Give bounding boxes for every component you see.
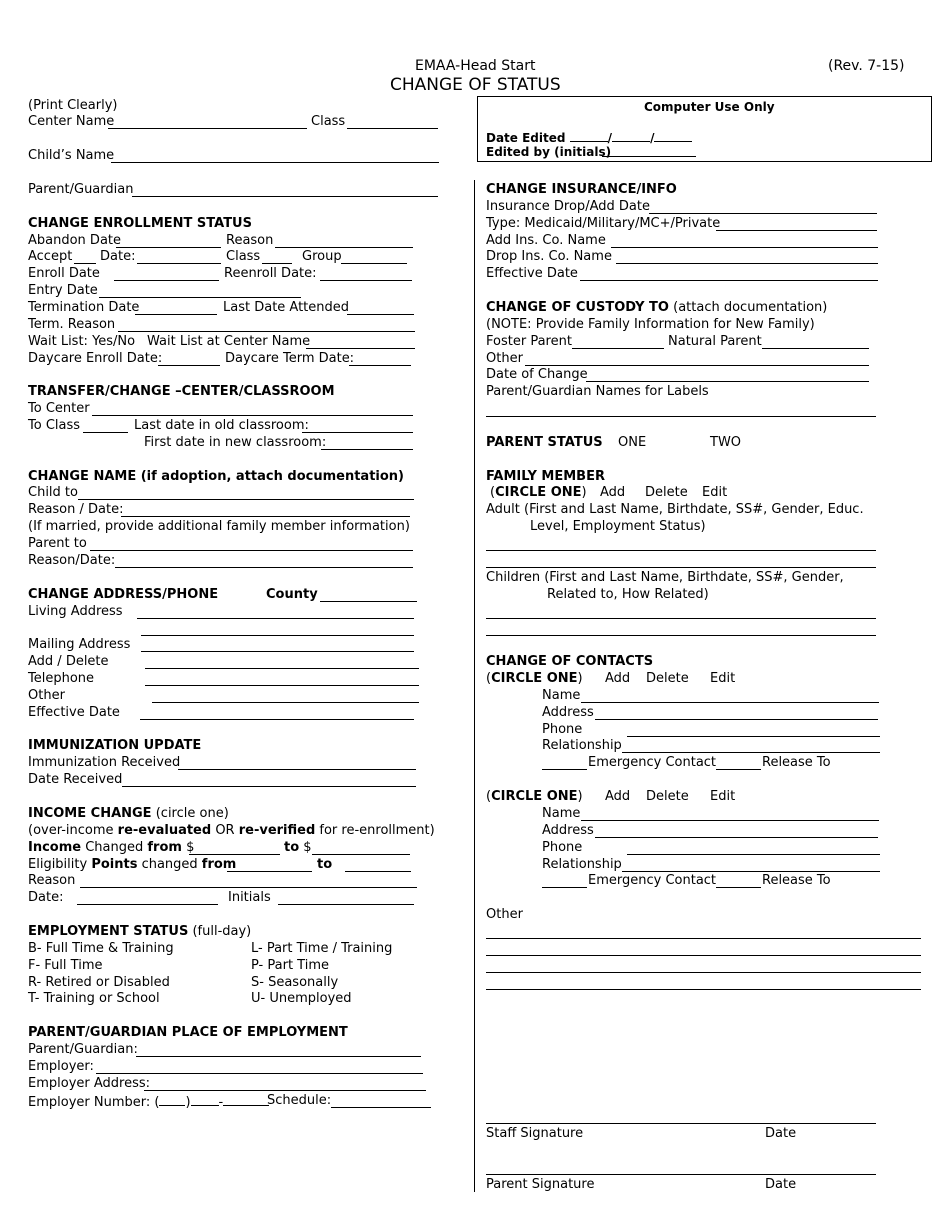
contact-delete-option-2[interactable]: Delete: [646, 789, 689, 804]
custody-note: (NOTE: Provide Family Information for New Family): [486, 317, 815, 332]
contact-name-label: Name: [542, 688, 581, 703]
natural-parent-input[interactable]: [762, 334, 869, 349]
parent-signature-input[interactable]: [486, 1160, 876, 1175]
contact-edit-option-2[interactable]: Edit: [710, 789, 736, 804]
family-add-option[interactable]: Add: [600, 485, 626, 500]
adult-label: Adult (First and Last Name, Birthdate, SS#, Gender, Educ.: [486, 502, 864, 517]
contact-relationship-label: Relationship: [542, 738, 622, 753]
contact-phone-label: Phone: [542, 722, 583, 737]
contact-phone-input-2[interactable]: [627, 840, 880, 855]
class-input[interactable]: [347, 114, 438, 129]
wait-list-center-label: Wait List at Center Name: [147, 334, 311, 349]
parent-to-label: Parent to: [28, 536, 87, 551]
income-reason-label: Reason: [28, 873, 76, 888]
county-input[interactable]: [320, 587, 417, 602]
initials-input[interactable]: [278, 890, 414, 905]
entry-date-input[interactable]: [99, 283, 301, 298]
income-date-label: Date:: [28, 890, 64, 905]
edited-by-input[interactable]: [602, 142, 696, 157]
reason-date2-input[interactable]: [115, 553, 413, 568]
immunization-received-label: Immunization Received: [28, 755, 181, 770]
change-name-title: CHANGE NAME (if adoption, attach documentation): [28, 469, 404, 484]
names-labels-label: Parent/Guardian Names for Labels: [486, 384, 709, 399]
ins-effective-input[interactable]: [580, 266, 878, 281]
employment-parent-input[interactable]: [136, 1042, 421, 1057]
custody-title: CHANGE OF CUSTODY TO (attach documentation): [486, 300, 828, 315]
date-change-label: Date of Change: [486, 367, 588, 382]
contact-phone-input[interactable]: [627, 722, 880, 737]
other-label: Other: [486, 907, 523, 922]
first-date-new-input[interactable]: [321, 435, 413, 450]
place-employment-title: PARENT/GUARDIAN PLACE OF EMPLOYMENT: [28, 1025, 348, 1040]
enroll-date-input[interactable]: [114, 266, 219, 281]
reason-date2-label: Reason/Date:: [28, 553, 116, 568]
contact-name-input-2[interactable]: [581, 806, 879, 821]
to-center-label: To Center: [28, 401, 90, 416]
income-from-input[interactable]: [189, 840, 280, 855]
employment-option: R- Retired or Disabled: [28, 975, 170, 990]
page-title: CHANGE OF STATUS: [390, 75, 561, 95]
child-name-input[interactable]: [111, 148, 439, 163]
employer-label: Employer:: [28, 1059, 94, 1074]
contacts-circle-one: (CIRCLE ONE): [486, 671, 583, 686]
enroll-date-label: Enroll Date: [28, 266, 100, 281]
emergency-contact-label: Emergency Contact: [588, 755, 717, 770]
contact-address-input[interactable]: [595, 705, 878, 720]
points-to-label: to: [317, 857, 333, 872]
telephone-label: Telephone: [28, 671, 95, 686]
termination-date-input[interactable]: [135, 300, 217, 315]
group-input[interactable]: [341, 249, 407, 264]
ins-effective-label: Effective Date: [486, 266, 578, 281]
revision-label: (Rev. 7-15): [828, 58, 905, 74]
contact-relationship-label-2: Relationship: [542, 857, 622, 872]
income-date-input[interactable]: [77, 890, 218, 905]
insurance-drop-add-input[interactable]: [649, 199, 877, 214]
contact-address-label-2: Address: [542, 823, 594, 838]
reenroll-date-input[interactable]: [320, 266, 412, 281]
parent-date-label: Date: [765, 1177, 797, 1192]
accept-class-label: Class: [226, 249, 261, 264]
foster-parent-input[interactable]: [572, 334, 664, 349]
income-to-label: to $: [284, 840, 312, 855]
contact-phone-label-2: Phone: [542, 840, 583, 855]
add-ins-input[interactable]: [611, 233, 878, 248]
accept-date-input[interactable]: [137, 249, 221, 264]
release-to-input-2[interactable]: [716, 873, 761, 888]
reason-date-input[interactable]: [121, 502, 410, 517]
parent-to-input[interactable]: [90, 536, 413, 551]
child-name-label: Child’s Name: [28, 148, 115, 163]
term-reason-input[interactable]: [118, 317, 415, 332]
contact-name-label-2: Name: [542, 806, 581, 821]
contact-add-option-2[interactable]: Add: [605, 789, 631, 804]
child-to-input[interactable]: [78, 485, 414, 500]
address-other-label: Other: [28, 688, 65, 703]
adult-input-1[interactable]: [486, 536, 876, 551]
drop-ins-label: Drop Ins. Co. Name: [486, 249, 612, 264]
contacts-title: CHANGE OF CONTACTS: [486, 654, 654, 669]
term-reason-label: Term. Reason: [28, 317, 116, 332]
entry-date-label: Entry Date: [28, 283, 98, 298]
income-title: INCOME CHANGE (circle one): [28, 806, 229, 821]
contact-name-input[interactable]: [581, 688, 879, 703]
living-address-input-2[interactable]: [141, 621, 414, 636]
wait-list-center-input[interactable]: [306, 334, 415, 349]
edited-by-label: Edited by (initials): [486, 145, 612, 159]
contacts-circle-one-2: (CIRCLE ONE): [486, 789, 583, 804]
column-divider: [474, 180, 475, 1192]
contact-add-option[interactable]: Add: [605, 671, 631, 686]
transfer-title: TRANSFER/CHANGE –CENTER/CLASSROOM: [28, 384, 335, 399]
child-to-label: Child to: [28, 485, 78, 500]
natural-parent-label: Natural Parent: [668, 334, 762, 349]
emergency-contact-input-2[interactable]: [542, 873, 587, 888]
other-input-3[interactable]: [486, 958, 921, 973]
abandon-date-label: Abandon Date: [28, 233, 121, 248]
parent-status-one[interactable]: ONE: [618, 435, 647, 450]
income-changed-label: Income Changed from $: [28, 840, 195, 855]
adult-input-2[interactable]: [486, 553, 876, 568]
contact-relationship-input[interactable]: [622, 738, 880, 753]
schedule-input[interactable]: [331, 1093, 431, 1108]
staff-date-label: Date: [765, 1126, 797, 1141]
eligibility-label: Eligibility Points changed from: [28, 857, 237, 872]
daycare-enroll-label: Daycare Enroll Date:: [28, 351, 163, 366]
employment-parent-label: Parent/Guardian:: [28, 1042, 138, 1057]
emergency-contact-label-2: Emergency Contact: [588, 873, 717, 888]
parent-guardian-label: Parent/Guardian: [28, 182, 134, 197]
insurance-drop-add-label: Insurance Drop/Add Date: [486, 199, 650, 214]
living-address-input[interactable]: [137, 604, 414, 619]
family-circle-one: (CIRCLE ONE): [490, 485, 587, 500]
to-center-input[interactable]: [92, 401, 413, 416]
telephone-input[interactable]: [145, 671, 419, 686]
date-change-input[interactable]: [586, 367, 869, 382]
employment-option: L- Part Time / Training: [251, 941, 393, 956]
employer-number-label: Employer Number: ( ) -: [28, 1093, 269, 1111]
other-input-1[interactable]: [486, 924, 921, 939]
employment-option: T- Training or School: [28, 991, 160, 1006]
last-date-attended-label: Last Date Attended: [223, 300, 350, 315]
accept-label: Accept: [28, 249, 73, 264]
children-input-2[interactable]: [486, 621, 876, 636]
release-to-input[interactable]: [716, 755, 761, 770]
insurance-type-input[interactable]: [716, 216, 877, 231]
contact-delete-option[interactable]: Delete: [646, 671, 689, 686]
names-labels-input[interactable]: [486, 402, 876, 417]
release-to-label: Release To: [762, 755, 831, 770]
income-to-input[interactable]: [312, 840, 410, 855]
county-label: County: [266, 587, 318, 602]
daycare-term-input[interactable]: [349, 351, 411, 366]
address-effective-input[interactable]: [140, 705, 414, 720]
center-name-input[interactable]: [108, 114, 307, 129]
to-class-label: To Class: [28, 418, 81, 433]
parent-signature-label: Parent Signature: [486, 1177, 595, 1192]
last-date-old-label: Last date in old classroom:: [134, 418, 309, 433]
schedule-label: Schedule:: [267, 1093, 332, 1108]
parent-status-two[interactable]: TWO: [710, 435, 742, 450]
other-input-4[interactable]: [486, 975, 921, 990]
employer-address-input[interactable]: [144, 1076, 426, 1091]
accept-input[interactable]: [74, 249, 96, 264]
employment-option: B- Full Time & Training: [28, 941, 174, 956]
employment-option: F- Full Time: [28, 958, 103, 973]
employer-address-label: Employer Address:: [28, 1076, 151, 1091]
add-delete-input[interactable]: [145, 654, 419, 669]
address-effective-label: Effective Date: [28, 705, 120, 720]
employer-input[interactable]: [96, 1059, 423, 1074]
family-delete-option[interactable]: Delete: [645, 485, 688, 500]
print-clearly-note: (Print Clearly): [28, 98, 118, 113]
contact-address-input-2[interactable]: [595, 823, 878, 838]
children-input-1[interactable]: [486, 604, 876, 619]
living-address-label: Living Address: [28, 604, 123, 619]
add-delete-label: Add / Delete: [28, 654, 109, 669]
immunization-received-input[interactable]: [178, 755, 416, 770]
abandon-reason-input[interactable]: [275, 233, 413, 248]
add-ins-label: Add Ins. Co. Name: [486, 233, 606, 248]
last-date-old-input[interactable]: [302, 418, 413, 433]
mailing-address-label: Mailing Address: [28, 637, 131, 652]
custody-other-input[interactable]: [525, 351, 869, 366]
last-date-attended-input[interactable]: [347, 300, 414, 315]
parent-status-title: PARENT STATUS: [486, 435, 603, 450]
reason-date-label: Reason / Date:: [28, 502, 124, 517]
termination-date-label: Termination Date: [28, 300, 140, 315]
date-received-input[interactable]: [122, 772, 416, 787]
staff-signature-input[interactable]: [486, 1109, 876, 1124]
reenroll-date-label: Reenroll Date:: [224, 266, 317, 281]
parent-guardian-input[interactable]: [132, 182, 438, 197]
employment-option: S- Seasonally: [251, 975, 339, 990]
staff-signature-label: Staff Signature: [486, 1126, 584, 1141]
release-to-label-2: Release To: [762, 873, 831, 888]
family-edit-option[interactable]: Edit: [702, 485, 728, 500]
insurance-title: CHANGE INSURANCE/INFO: [486, 182, 677, 197]
contact-edit-option[interactable]: Edit: [710, 671, 736, 686]
to-class-input[interactable]: [83, 418, 128, 433]
income-reason-input[interactable]: [80, 873, 417, 888]
initials-label: Initials: [228, 890, 271, 905]
contact-relationship-input-2[interactable]: [622, 857, 880, 872]
adult-label-2: Level, Employment Status): [530, 519, 706, 534]
foster-parent-label: Foster Parent: [486, 334, 572, 349]
daycare-enroll-input[interactable]: [158, 351, 220, 366]
reason-label: Reason: [226, 233, 274, 248]
drop-ins-input[interactable]: [616, 249, 878, 264]
insurance-type-label: Type: Medicaid/Military/MC+/Private: [486, 216, 721, 231]
class-label: Class: [311, 114, 346, 129]
employment-title: EMPLOYMENT STATUS (full-day): [28, 924, 252, 939]
employment-option: U- Unemployed: [251, 991, 352, 1006]
accept-class-input[interactable]: [262, 249, 292, 264]
first-date-new-label: First date in new classroom:: [144, 435, 327, 450]
computer-use-title: Computer Use Only: [644, 100, 775, 114]
children-label: Children (First and Last Name, Birthdate, SS#, Gender,: [486, 570, 844, 585]
points-to-input[interactable]: [345, 857, 411, 872]
address-title: CHANGE ADDRESS/PHONE: [28, 587, 219, 602]
children-label-2: Related to, How Related): [547, 587, 709, 602]
address-other-input[interactable]: [152, 688, 419, 703]
other-input-2[interactable]: [486, 941, 921, 956]
mailing-address-input[interactable]: [141, 637, 414, 652]
family-member-title: FAMILY MEMBER: [486, 469, 605, 484]
wait-list-label: Wait List: Yes/No: [28, 334, 136, 349]
income-note: (over-income re-evaluated OR re-verified for re-enrollment): [28, 823, 435, 838]
abandon-date-input[interactable]: [116, 233, 221, 248]
married-note: (If married, provide additional family member information): [28, 519, 410, 534]
employment-option: P- Part Time: [251, 958, 329, 973]
org-name: EMAA-Head Start: [415, 58, 536, 74]
contact-address-label: Address: [542, 705, 594, 720]
daycare-term-label: Daycare Term Date:: [225, 351, 355, 366]
enrollment-title: CHANGE ENROLLMENT STATUS: [28, 216, 252, 231]
accept-date-label: Date:: [100, 249, 136, 264]
emergency-contact-input[interactable]: [542, 755, 587, 770]
immunization-title: IMMUNIZATION UPDATE: [28, 738, 202, 753]
group-label: Group: [302, 249, 342, 264]
center-name-label: Center Name: [28, 114, 115, 129]
points-from-input[interactable]: [227, 857, 312, 872]
date-received-label: Date Received: [28, 772, 123, 787]
custody-other-label: Other: [486, 351, 523, 366]
date-edited-label: Date Edited / /: [486, 129, 692, 146]
